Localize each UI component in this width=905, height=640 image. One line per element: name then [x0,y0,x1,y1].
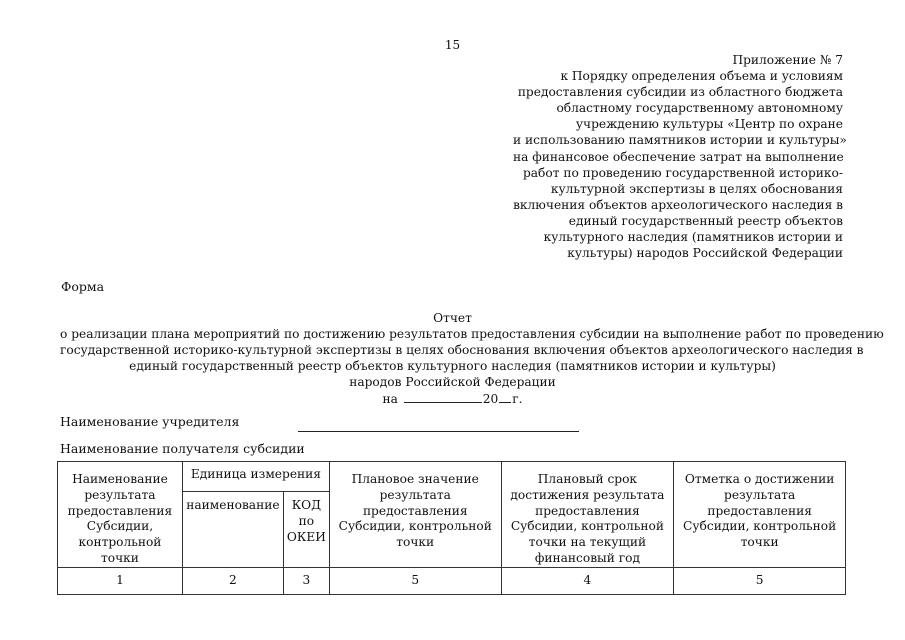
header-mark: Отметка о достижении результата предоставления Субсидии, контрольной точки [674,462,846,568]
institution-label: Наименование учредителя [60,414,240,429]
appendix-line: культуры) народов Российской Федерации [567,246,843,261]
appendix-line: на финансовое обеспечение затрат на выполнение [513,149,844,164]
year-prefix: 20 [482,391,499,406]
report-heading [60,311,884,407]
recipient-label: Наименование получателя субсидии [60,441,305,456]
page-number: 15 [444,38,461,52]
report-subtitle-line: народов Российской Федерации [349,374,556,389]
column-number: 2 [182,567,283,594]
appendix-line: культурной экспертизы в целях обоснования [550,181,843,196]
appendix-line: единый государственный реестр объектов [568,213,843,228]
appendix-line: работ по проведению государственной историко- [522,165,843,180]
column-number: 3 [283,567,329,594]
column-number: 5 [329,567,501,594]
date-prefix: на [382,391,398,406]
appendix-line: и использованию памятников истории и культуры» [513,133,847,148]
appendix-line: учреждению культуры «Центр по охране [575,117,843,132]
header-planned-value: Плановое значение результата предоставления Субсидии, контрольной точки [329,462,501,568]
appendix-line: областному государственному автономному [556,101,843,116]
appendix-line: Приложение № 7 [732,53,843,67]
report-subtitle-line: о реализации плана мероприятий по достижению результатов предоставления субсидии на выполнение работ по проведению [60,326,884,341]
report-date-line [60,391,845,408]
appendix-line: культурного наследия (памятников истории и [543,230,843,245]
header-unit: Единица измерения [182,462,329,492]
date-blank[interactable] [404,391,482,403]
report-subtitle-line: государственной историко-культурной экспертизы в целях обоснования включения объектов археологического наследия в [60,342,864,357]
appendix-line: включения объектов археологического наследия в [513,197,843,212]
column-number: 4 [501,567,674,594]
appendix-line: предоставления субсидии из областного бюджета [517,85,843,100]
year-blank[interactable] [499,391,511,403]
column-number-row [58,567,846,594]
report-title: Отчет [433,311,472,325]
appendix-header [513,52,847,261]
header-unit-name: наименование [182,492,283,568]
form-label: Форма [61,279,105,294]
institution-field[interactable] [298,431,579,432]
year-suffix: г. [512,391,523,406]
column-number: 5 [674,567,846,594]
report-subtitle-line: единый государственный реестр объектов культурного наследия (памятников истории и культуры) [129,358,776,373]
report-table [57,461,846,595]
column-number: 1 [58,567,183,594]
appendix-line: к Порядку определения объема и условиям [560,69,843,84]
header-result-name: Наименование результата предоставления Субсидии, контрольной точки [58,462,183,568]
header-planned-date: Плановый срок достижения результата предоставления Субсидии, контрольной точки на текущий финансовый год [501,462,674,568]
header-unit-code: КОД по ОКЕИ [283,492,329,568]
